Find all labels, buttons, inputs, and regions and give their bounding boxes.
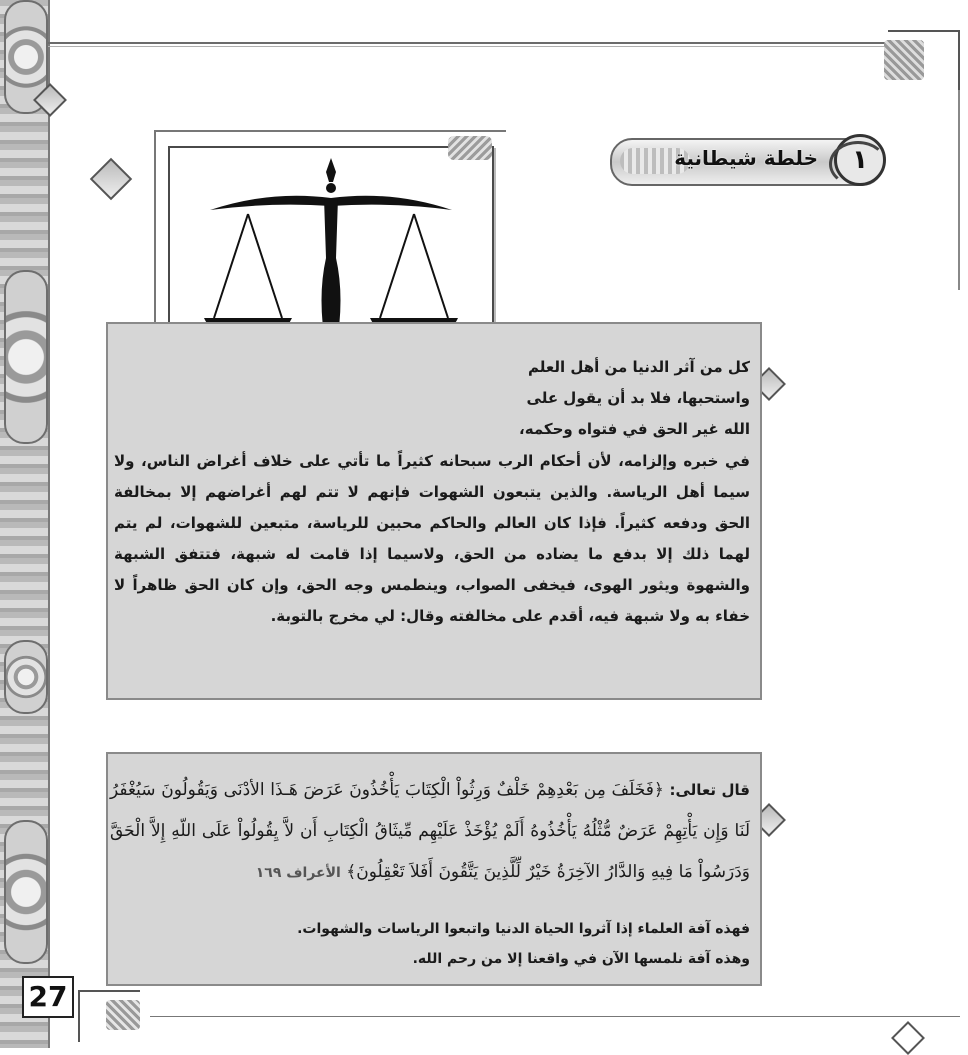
text-line: واستحبها، فلا بد أن يقول على: [526, 389, 750, 407]
bottom-left-corner-ornament: [78, 990, 140, 1042]
top-right-corner-ornament: [888, 30, 960, 94]
body-paragraph: في خبره وإلزامه، لأن أحكام الرب سبحانه كثيراً ما تأتي على خلاف أغراض الناس، ولا سيما أهل الرياسة. والذين يتبعون الشهوات فإنهم لا تتم لهم أغراضهم إلا بمخالفة الحق ودفعه كثيراً. فإذا كان العالم والحاكم محبين للرياسة، متبعين للشهوات، لم يتم لهما ذلك إلا بدفع ما يضاده من الحق، ولاسيما إذا قامت له شبهة، فتتفق الشبهة والشهوة ويثور الهوى، فيخفى الصواب، وينطمس وجه الحق، وإن كان الحق ظاهراً لا خفاء به ولا شبهة فيه، أقدم على مخالفته وقال: لي مخرج بالتوبة.: [114, 452, 750, 625]
frame-corner-ornament: [448, 136, 492, 160]
top-rule-thin: [48, 46, 898, 47]
left-ornamental-border: [0, 0, 50, 1048]
heading-title: خلطة شيطانية: [674, 146, 818, 170]
verse-reference: الأعراف ١٦٩: [255, 865, 341, 881]
diamond-ornament-icon: [891, 1021, 925, 1055]
text-line: فهذه آفة العلماء إذا آثروا الحياة الدنيا واتبعوا الرياسات والشهوات.: [297, 921, 750, 937]
text-line: الله غير الحق في فتواه وحكمه،: [519, 420, 750, 438]
text-line: كل من آثر الدنيا من أهل العلم: [527, 358, 750, 376]
border-ornament: [4, 270, 48, 444]
border-ornament: [4, 820, 48, 964]
section-heading: [610, 138, 884, 186]
border-ornament: [4, 640, 48, 714]
top-rule: [48, 42, 898, 44]
page-number: 27: [22, 976, 74, 1018]
lead-paragraph: [490, 352, 750, 445]
right-rule: [958, 90, 960, 290]
diamond-ornament-icon: [90, 158, 132, 200]
verse-intro: قال تعالى:: [669, 781, 751, 799]
quran-verse: [110, 770, 750, 894]
bottom-rule: [150, 1016, 960, 1017]
verse-text: ﴿فَخَلَفَ مِن بَعْدِهِمْ خَلْفٌ وَرِثُواْ الْكِتَابَ يَأْخُذُونَ عَرَضَ هَـذَا الأدْنَى وَيَقُولُونَ سَيُغْفَرُ لَنَا وَإِن يَأْتِهِمْ عَرَضٌ مُّثْلُهُ يَأْخُذُوهُ أَلَمْ يُؤْخَذْ عَلَيْهِم مِّيثَاقُ الْكِتَابِ أَن لاَّ يِقُولُواْ عَلَى اللّهِ إِلاَّ الْحَقَّ وَدَرَسُواْ مَا فِيهِ وَالدَّارُ الآخِرَةُ خَيْرٌ لِّلَّذِينَ يَتَّقُونَ أَفَلاَ تَعْقِلُونَ﴾: [110, 780, 750, 882]
heading-number-badge: ١: [834, 134, 886, 186]
text-line: وهذه آفة نلمسها الآن في واقعنا إلا من رحم الله.: [412, 951, 750, 967]
conclusion-paragraph: [110, 914, 750, 974]
